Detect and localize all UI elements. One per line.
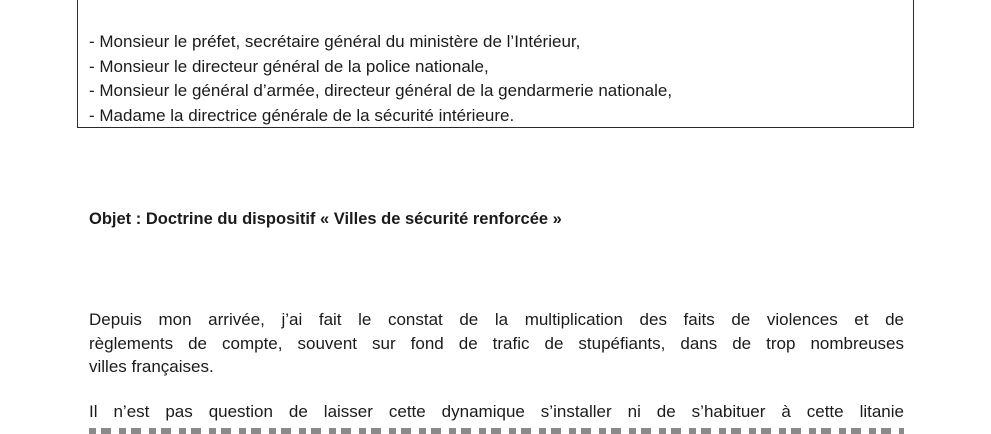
recipient-item: - Monsieur le préfet, secrétaire général du ministère de l’Intérieur,	[89, 32, 581, 51]
subject-line: Objet : Doctrine du dispositif « Villes de sécurité renforcée »	[89, 210, 562, 228]
recipient-item: - Monsieur le général d’armée, directeur général de la gendarmerie nationale,	[89, 81, 673, 100]
recipient-item: - Monsieur le directeur général de la police nationale,	[89, 56, 489, 76]
paragraph-line: Il n’est pas question de laisser cette dynamique s’installer ni de s’habituer à cette litanie	[89, 402, 904, 421]
recipient-list	[89, 30, 672, 128]
paragraph-line: villes françaises.	[89, 357, 214, 376]
body-paragraph-2	[89, 400, 904, 424]
recipient-item: - Madame la directrice générale de la sécurité intérieure.	[89, 105, 515, 125]
body-paragraph-1	[89, 308, 904, 379]
cropped-text-fragment	[89, 428, 904, 434]
paragraph-line: Depuis mon arrivée, j’ai fait le constat de la multiplication des faits de violences et de	[89, 310, 904, 329]
paragraph-line: règlements de compte, souvent sur fond de trafic de stupéfiants, dans de trop nombreuses	[89, 333, 904, 353]
